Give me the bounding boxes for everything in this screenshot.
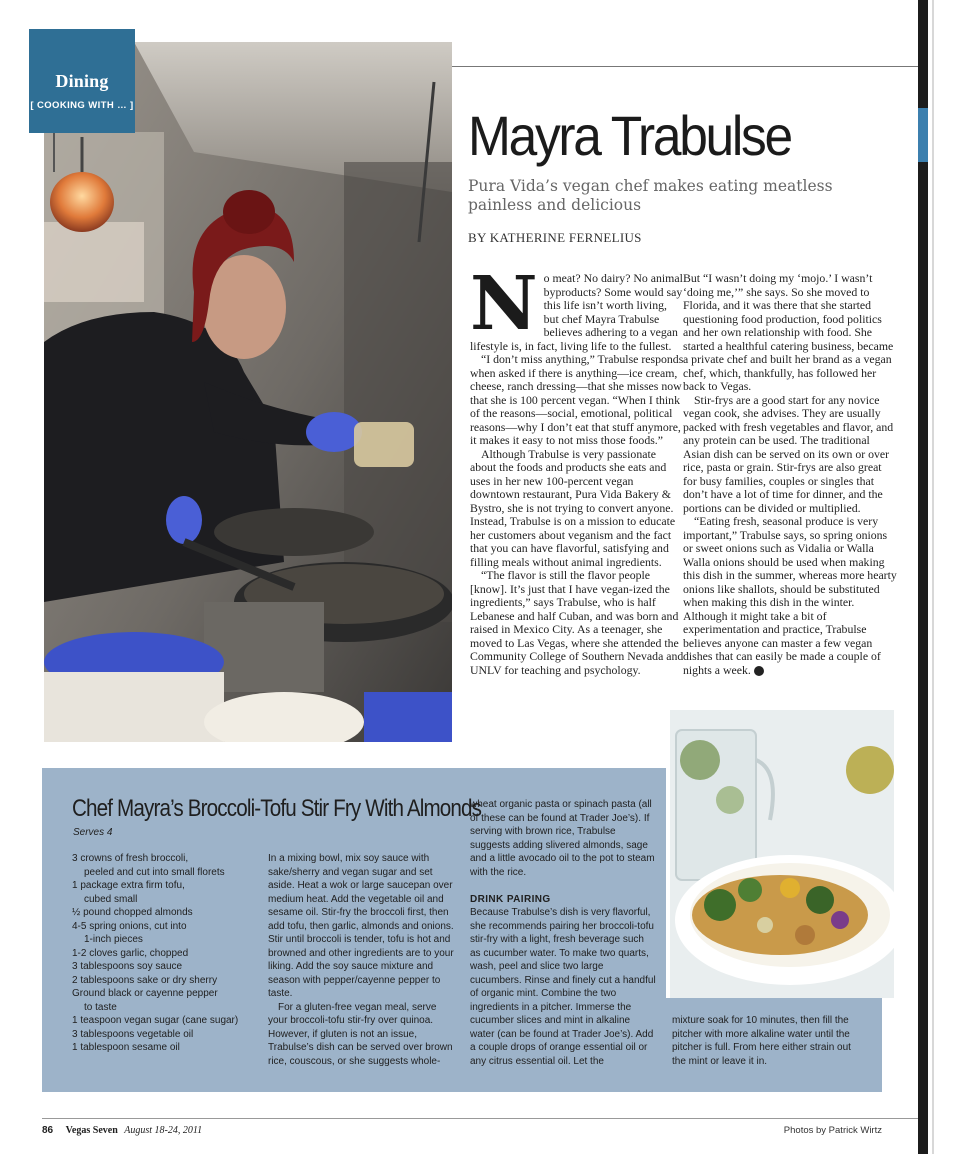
magazine-name: Vegas Seven: [65, 1125, 118, 1136]
ingredient-line: 3 crowns of fresh broccoli,: [72, 853, 189, 864]
ingredient-line: cubed small: [84, 893, 138, 905]
drink-pairing-continued: [672, 1014, 862, 1068]
page-spine-bar: [918, 0, 928, 1154]
recipe-directions: [268, 852, 454, 1068]
article-paragraph: But “I wasn’t doing my ‘mojo.’ I wasn’t ‘doing me,’” she says. So she moved to Florida, and it was there that she started questioning food production, food politics and her own relationship with food. She started a healthful catering business, became a private chef and built her brand as a vegan chef, which, thankfully, has followed her back to Vegas.: [683, 271, 894, 393]
ingredient-line: to taste: [84, 1001, 117, 1013]
recipe-serves: Serves 4: [73, 827, 113, 838]
ingredient-line: 1 tablespoon sesame oil: [72, 1042, 180, 1053]
directions-paragraph: wheat organic pasta or spinach pasta (all of these can be found at Trader Joe’s). If serving with brown rice, Trabulse suggests adding slivered almonds, sage and a little avocado oil to the pot to steam with the rice.: [470, 799, 655, 878]
food-photo: [670, 710, 894, 998]
ingredient-line: ½ pound chopped almonds: [72, 907, 193, 918]
photo-credit: Photos by Patrick Wirtz: [783, 1125, 882, 1136]
article-paragraph: Stir-frys are a good start for any novice vegan cook, she advises. They are usually packed with fresh vegetables and flavor, and any protein can be used. The traditional Asian dish can be served on its own or over rice, pasta or grain. Stir-frys are also great for busy families, couples or singles that don’t have a lot of time for dinner, and the portions can be divided or multiplied.: [683, 392, 894, 515]
drop-cap: N: [470, 261, 538, 347]
issue-date: August 18-24, 2011: [124, 1125, 203, 1136]
dek: Pura Vida’s vegan chef makes eating meatless painless and delicious: [468, 177, 833, 214]
end-mark-icon: 7: [754, 666, 764, 676]
drink-pairing-text: mixture soak for 10 minutes, then fill the pitcher with more alkaline water until the pitcher is full. From here either strain out the mint or leave it in.: [672, 1015, 851, 1067]
article-paragraph: “Eating fresh, seasonal produce is very important,” Trabulse says, so spring onions or sweet onions such as Vidalia or Walla Walla onions should be used when making this dish in the summer, whereas more hearty onions like shallots, should be substituted when making this dish in the winter. Although it might take a bit of experimentation and practice, Trabulse believes anyone can master a few vegan dishes that can easily be made a couple of nights a week. 7: [683, 514, 897, 677]
recipe-directions-continued: [470, 798, 656, 1068]
directions-paragraph: For a gluten-free vegan meal, serve your broccoli-tofu stir-fry over quinoa. However, if gluten is not an issue, Trabulse’s dish can be served over brown rice, couscous, or she suggests whole-: [268, 1001, 453, 1067]
ingredient-line: 1 package extra firm tofu,: [72, 880, 185, 891]
ingredient-line: peeled and cut into small florets: [84, 866, 225, 878]
ingredient-list: [72, 852, 262, 1055]
headline: Mayra Trabulse: [468, 104, 791, 167]
footer-rule: [42, 1118, 918, 1119]
section-tab: [29, 29, 135, 133]
ingredient-line: 4-5 spring onions, cut into: [72, 920, 187, 932]
directions-paragraph: In a mixing bowl, mix soy sauce with sake/sherry and vegan sugar and set aside. Heat a wok or large saucepan over medium heat. Add the vegetable oil and sesame oil. Stir-fry the broccoli first, then add tofu, then garlic, almonds and onions. Stir until broccoli is tender, tofu is hot and browned and other ingredients are to your liking. Add the soy sauce mixture and season with pepper/cayenne pepper to taste.: [268, 853, 454, 999]
ingredient-line: 3 tablespoons soy sauce: [72, 961, 183, 972]
article-paragraph: No meat? No dairy? No animal byproducts? Some would say this life isn’t worth living, but chef Mayra Trabulse believes adhering to a vegan lifestyle is, in fact, living life to the fullest.: [470, 261, 683, 353]
footer-folio: [42, 1125, 202, 1136]
recipe-title: Chef Mayra’s Broccoli-Tofu Stir Fry With Almonds: [72, 795, 482, 822]
byline: BY KATHERINE FERNELIUS: [468, 230, 642, 245]
article-column-1: [470, 261, 684, 677]
ingredient-line: 1-2 cloves garlic, chopped: [72, 947, 189, 959]
ingredient-line: Ground black or cayenne pepper: [72, 988, 218, 999]
ingredient-line: 3 tablespoons vegetable oil: [72, 1028, 194, 1040]
chef-photo: [44, 42, 452, 742]
article-paragraph: “I don’t miss anything,” Trabulse responds when asked if there is anything—ice cream, cheese, ranch dressing—that she misses now that she is 100 percent vegan. “When I think of the reasons—social, emotional, political reasons—why I don’t eat that stuff anymore, it makes it easy to not miss those foods.”: [470, 352, 684, 447]
article-paragraph: Although Trabulse is very passionate about the foods and products she eats and uses in her new 100-percent vegan downtown restaurant, Pura Vida Bakery & Bystro, she is not trying to convert anyone. Instead, Trabulse is on a mission to educate her customers about veganism and the fact that you can have flavorful, satisfying and filling meals without animal ingredients.: [470, 446, 676, 569]
section-subtitle: [ COOKING WITH … ]: [30, 100, 134, 111]
article-paragraph: “The flavor is still the flavor people [know]. It’s just that I have vegan-ized the ingredients,” says Trabulse, who is half Lebanese and half Cuban, and was born and raised in Mexico City. As a teenager, she moved to Las Vegas, where she attended the Community College of Southern Nevada and UNLV for teaching and psychology.: [470, 568, 684, 677]
ingredient-line: 1-inch pieces: [84, 934, 143, 945]
drink-pairing-text: Because Trabulse’s dish is very flavorful, she recommends pairing her broccoli-tofu stir-fry with a light, fresh beverage such as cucumber water. To make two quarts, wash, peel and slice two large cucumbers. Rinse and finely cut a handful of organic mint. Combine the two ingredients in a pitcher. Immerse the cucumber slices and mint in alkaline water (can be found at Trader Joe’s). Add a couple drops of orange essential oil or any citrus essential oil. Let the: [470, 907, 656, 1067]
ingredient-line: 2 tablespoons sake or dry sherry: [72, 974, 218, 986]
page-spine-accent: [918, 108, 928, 162]
article-column-2: [683, 272, 897, 677]
drink-pairing-heading: DRINK PAIRING: [470, 893, 551, 905]
section-name: Dining: [55, 71, 109, 91]
ingredient-line: 1 teaspoon vegan sugar (cane sugar): [72, 1015, 239, 1026]
header-rule: [452, 66, 918, 67]
page-spine-line: [932, 0, 934, 1154]
page-number: 86: [42, 1125, 54, 1136]
